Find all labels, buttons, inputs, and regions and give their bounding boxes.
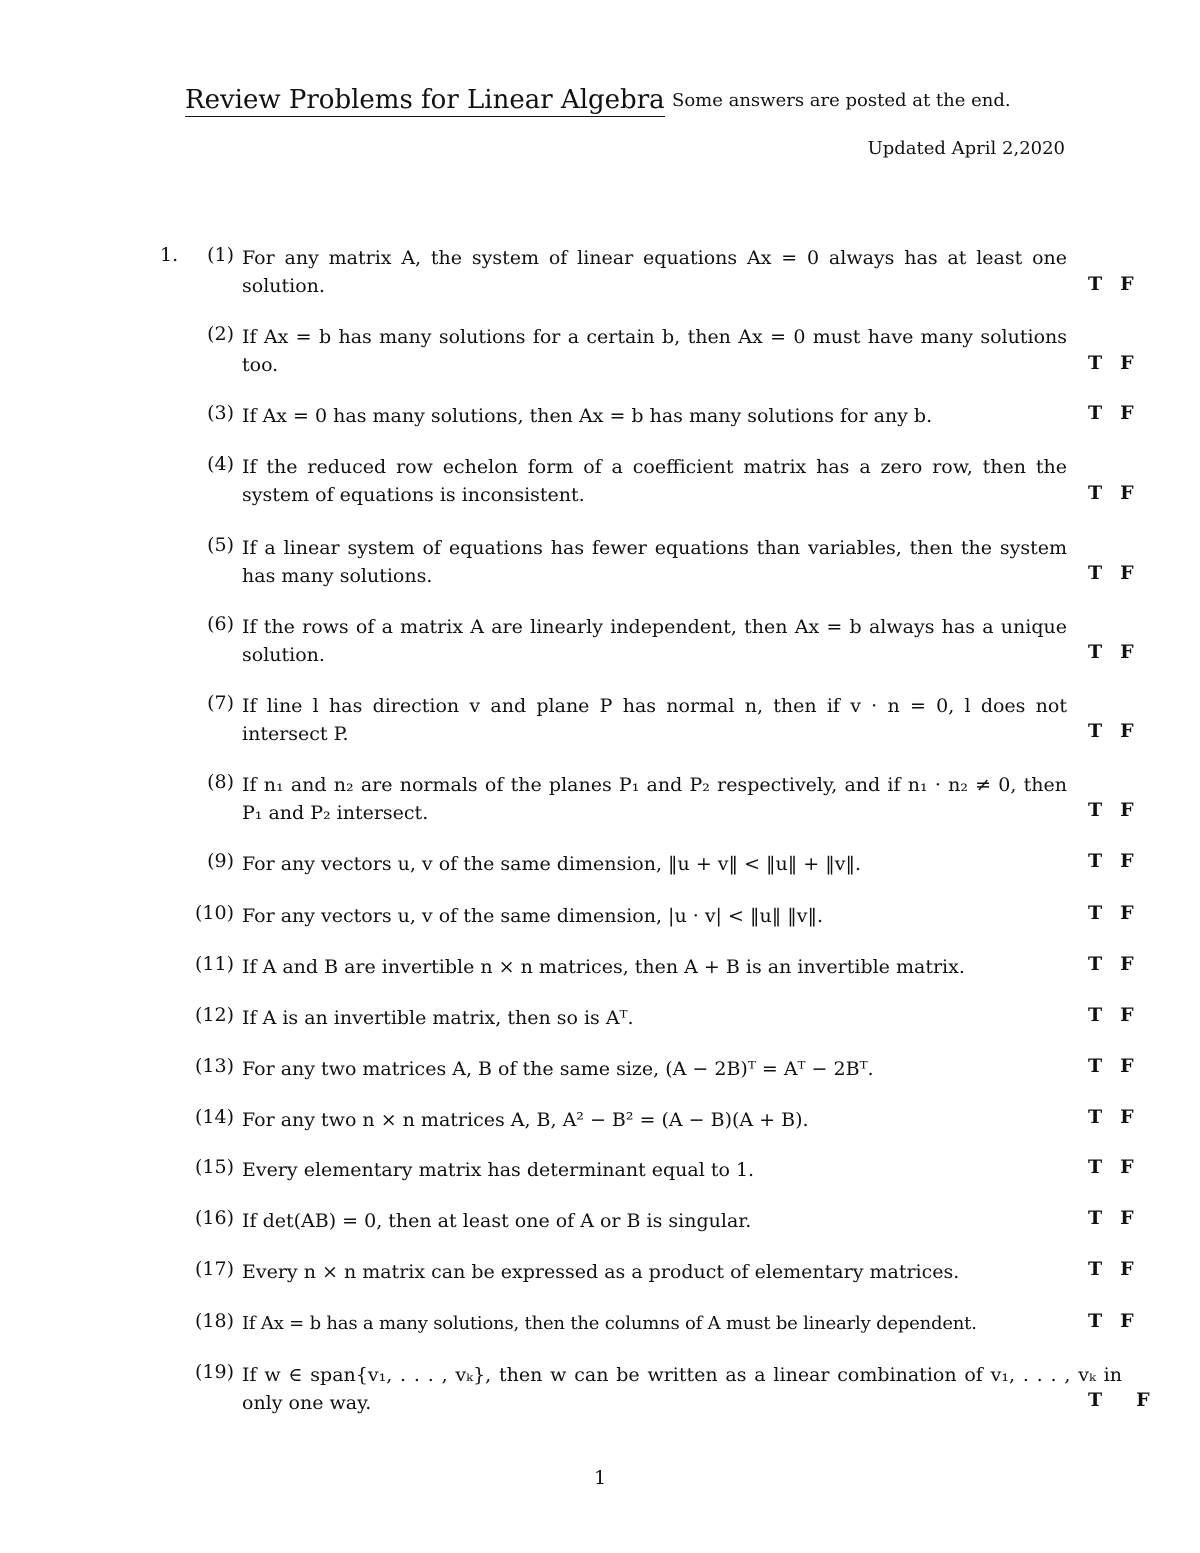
true-option[interactable]: T: [1088, 1310, 1103, 1332]
true-false-choice[interactable]: [1088, 1207, 1134, 1229]
item-text: Every elementary matrix has determinant equal to 1.: [242, 1159, 755, 1181]
item-number: (6): [207, 613, 234, 635]
item-number: (7): [207, 692, 234, 714]
item-text: If A is an invertible matrix, then so is Aᵀ.: [242, 1007, 634, 1029]
false-option[interactable]: F: [1120, 902, 1134, 924]
page-title: Review Problems for Linear Algebra: [185, 85, 665, 115]
true-option[interactable]: T: [1088, 562, 1103, 584]
item-text: For any two n × n matrices A, B, A² − B² = (A − B)(A + B).: [242, 1109, 809, 1131]
true-false-choice[interactable]: [1088, 799, 1134, 821]
item-number: (18): [194, 1310, 234, 1332]
item-number: (16): [194, 1207, 234, 1229]
item-text: If a linear system of equations has fewer equations than variables, then the system has many solutions.: [242, 537, 1067, 587]
false-option[interactable]: F: [1120, 352, 1134, 374]
item-number: (3): [207, 402, 234, 424]
item-number: (12): [194, 1004, 234, 1026]
item-text: If det(AB) = 0, then at least one of A or B is singular.: [242, 1210, 752, 1232]
item-number: (8): [207, 771, 234, 793]
item-number: (17): [194, 1258, 234, 1280]
true-option[interactable]: T: [1088, 352, 1103, 374]
false-option[interactable]: F: [1120, 953, 1134, 975]
false-option[interactable]: F: [1120, 562, 1134, 584]
true-false-choice[interactable]: [1088, 1004, 1134, 1026]
true-false-choice[interactable]: [1088, 641, 1134, 663]
true-option[interactable]: T: [1088, 641, 1103, 663]
true-option[interactable]: T: [1088, 482, 1103, 504]
item-number: (15): [194, 1156, 234, 1178]
false-option[interactable]: F: [1120, 641, 1134, 663]
item-number: (11): [194, 953, 234, 975]
updated-date: Updated April 2,2020: [867, 138, 1065, 159]
false-option[interactable]: F: [1120, 1156, 1134, 1178]
true-false-choice[interactable]: [1088, 482, 1134, 504]
false-option[interactable]: F: [1120, 1106, 1134, 1128]
true-option[interactable]: T: [1088, 720, 1103, 742]
true-option[interactable]: T: [1088, 402, 1103, 424]
true-option[interactable]: T: [1088, 902, 1103, 924]
true-option[interactable]: T: [1088, 1055, 1103, 1077]
true-false-choice[interactable]: [1088, 352, 1134, 374]
true-option[interactable]: T: [1088, 1156, 1103, 1178]
page-number: 1: [593, 1467, 607, 1489]
true-false-choice[interactable]: [1088, 1156, 1134, 1178]
item-text: If n₁ and n₂ are normals of the planes P₁ and P₂ respectively, and if n₁ · n₂ ≠ 0, then P₁ and P₂ intersect.: [242, 774, 1067, 824]
false-option[interactable]: F: [1120, 273, 1134, 295]
false-option[interactable]: F: [1120, 799, 1134, 821]
true-option[interactable]: T: [1088, 1106, 1103, 1128]
item-number: (5): [207, 534, 234, 556]
false-option[interactable]: F: [1120, 850, 1134, 872]
true-false-choice[interactable]: [1088, 562, 1134, 584]
false-option[interactable]: F: [1120, 1055, 1134, 1077]
item-number: (9): [207, 850, 234, 872]
true-false-choice[interactable]: [1088, 720, 1134, 742]
item-text: If line l has direction v and plane P has normal n, then if v · n = 0, l does not intersect P.: [242, 695, 1067, 745]
item-number: (2): [207, 323, 234, 345]
false-option[interactable]: F: [1120, 402, 1134, 424]
true-option[interactable]: T: [1088, 850, 1103, 872]
item-text: If the rows of a matrix A are linearly independent, then Ax = b always has a unique solution.: [242, 616, 1067, 666]
answers-note: Some answers are posted at the end.: [672, 90, 1011, 111]
false-option[interactable]: F: [1120, 1004, 1134, 1026]
true-false-choice[interactable]: [1088, 1389, 1150, 1411]
item-number: (19): [194, 1361, 234, 1383]
true-false-choice[interactable]: [1088, 1310, 1134, 1332]
true-option[interactable]: T: [1088, 1004, 1103, 1026]
true-false-choice[interactable]: [1088, 1055, 1134, 1077]
false-option[interactable]: F: [1120, 482, 1134, 504]
true-false-choice[interactable]: [1088, 1258, 1134, 1280]
item-text: If A and B are invertible n × n matrices, then A + B is an invertible matrix.: [242, 956, 965, 978]
false-option[interactable]: F: [1120, 1258, 1134, 1280]
true-false-choice[interactable]: [1088, 953, 1134, 975]
true-option[interactable]: T: [1088, 273, 1103, 295]
item-text: For any two matrices A, B of the same size, (A − 2B)ᵀ = Aᵀ − 2Bᵀ.: [242, 1058, 874, 1080]
true-false-choice[interactable]: [1088, 1106, 1134, 1128]
true-option[interactable]: T: [1088, 1389, 1103, 1411]
item-text: If Ax = b has many solutions for a certain b, then Ax = 0 must have many solutions too.: [242, 326, 1067, 376]
item-text: For any vectors u, v of the same dimension, ‖u + v‖ < ‖u‖ + ‖v‖.: [242, 853, 862, 875]
false-option[interactable]: F: [1136, 1389, 1150, 1411]
true-option[interactable]: T: [1088, 799, 1103, 821]
question-number: 1.: [160, 244, 179, 266]
item-text: If Ax = b has a many solutions, then the columns of A must be linearly dependent.: [242, 1313, 977, 1334]
true-false-choice[interactable]: [1088, 850, 1134, 872]
true-option[interactable]: T: [1088, 1258, 1103, 1280]
item-text: If the reduced row echelon form of a coefficient matrix has a zero row, then the system of equations is inconsistent.: [242, 456, 1067, 506]
true-option[interactable]: T: [1088, 1207, 1103, 1229]
item-text: For any matrix A, the system of linear equations Ax = 0 always has at least one solution.: [242, 247, 1067, 297]
true-false-choice[interactable]: [1088, 902, 1134, 924]
item-number: (10): [194, 902, 234, 924]
true-false-choice[interactable]: [1088, 273, 1134, 295]
false-option[interactable]: F: [1120, 1310, 1134, 1332]
item-text: If w ∈ span{v₁, . . . , vₖ}, then w can be written as a linear combination of v₁, . . . , vₖ in only one way.: [242, 1364, 1122, 1414]
item-number: (4): [207, 453, 234, 475]
item-text: If Ax = 0 has many solutions, then Ax = b has many solutions for any b.: [242, 405, 933, 427]
true-false-choice[interactable]: [1088, 402, 1134, 424]
item-text: Every n × n matrix can be expressed as a product of elementary matrices.: [242, 1261, 960, 1283]
false-option[interactable]: F: [1120, 1207, 1134, 1229]
item-number: (14): [194, 1106, 234, 1128]
true-option[interactable]: T: [1088, 953, 1103, 975]
item-number: (1): [207, 244, 234, 266]
false-option[interactable]: F: [1120, 720, 1134, 742]
item-text: For any vectors u, v of the same dimension, |u · v| < ‖u‖ ‖v‖.: [242, 905, 824, 927]
item-number: (13): [194, 1055, 234, 1077]
